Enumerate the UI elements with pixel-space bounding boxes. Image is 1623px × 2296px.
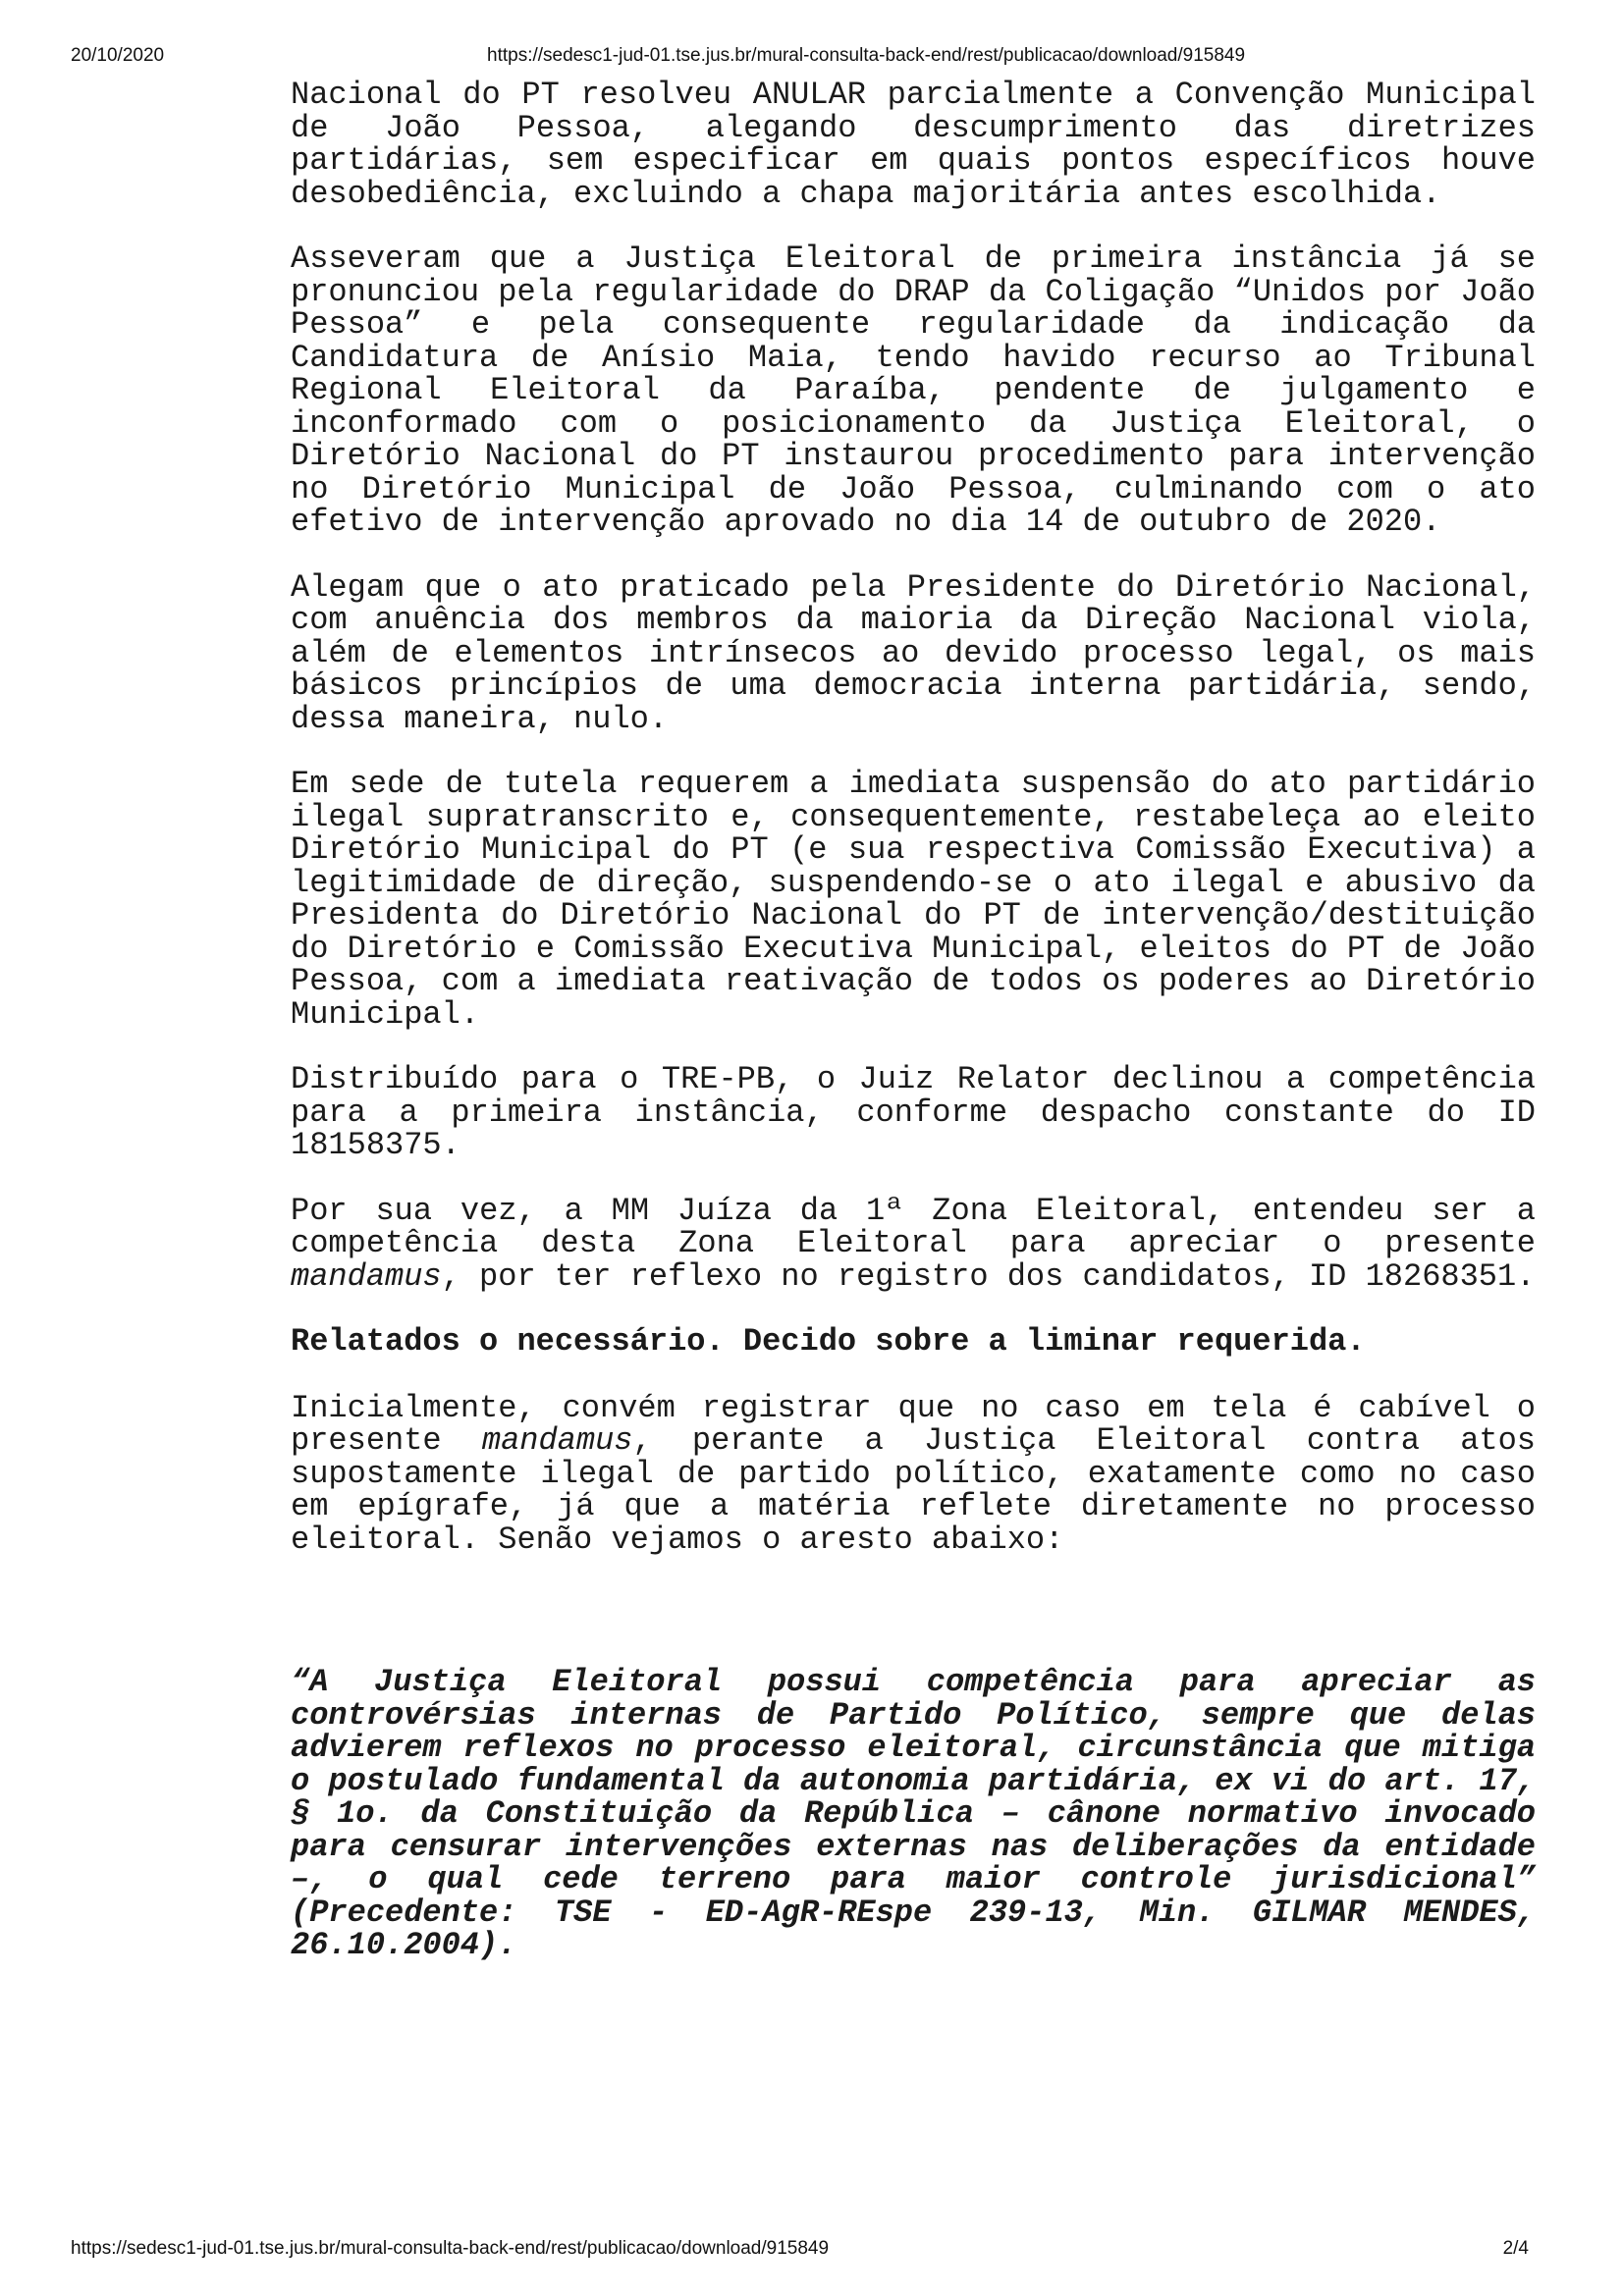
document-body [291,79,1536,1995]
print-header-url: https://sedesc1-jud-01.tse.jus.br/mural-consulta-back-end/rest/publicacao/download/915849 [487,45,1246,66]
paragraph-inicialmente-text-a: Inicialmente, convém registrar que no caso em tela é cabível o presente [291,1389,1536,1459]
paragraph-inicialmente [291,1389,1536,1558]
paragraph-asseveram: Asseveram que a Justiça Eleitoral de primeira instância já se pronunciou pela regularidade do DRAP da Coligação “Unidos por João Pessoa” e pela consequente regularidade da indicação da Candidatura de Anísio Maia, tendo havido recurso ao Tribunal Regional Eleitoral da Paraíba, pendente de julgamento e inconformado com o posicionamento da Justiça Eleitoral, o Diretório Nacional do PT instaurou procedimento para intervenção no Diretório Municipal de João Pessoa, culminando com o ato efetivo de intervenção aprovado no dia 14 de outubro de 2020. [291,240,1536,540]
paragraph-competencia-text-b: , por ter reflexo no registro dos candidatos, ID 18268351. [441,1257,1536,1295]
page-number: 2/4 [1502,2238,1529,2259]
mandamus-term: mandamus [481,1422,633,1459]
mandamus-term: mandamus [291,1257,442,1295]
paragraph-competencia-text-a: Por sua vez, a MM Juíza da 1ª Zona Eleitoral, entendeu ser a competência desta Zona Eleitoral para apreciar o presente [291,1192,1536,1261]
paragraph-alegam: Alegam que o ato praticado pela Presidente do Diretório Nacional, com anuência dos membros da maioria da Direção Nacional viola, além de elementos intrínsecos ao devido processo legal, os mais básicos princípios de uma democracia interna partidária, sendo, dessa maneira, nulo. [291,568,1536,737]
print-header [71,43,1552,69]
paragraph-tutela: Em sede de tutela requerem a imediata suspensão do ato partidário ilegal supratranscrito e, consequentemente, restabeleça ao eleito Diretório Municipal do PT (e sua respectiva Comissão Executiva) a legitimidade de direção, suspendendo-se o ato ilegal e abusivo da Presidenta do Diretório Nacional do PT de intervenção/destituição do Diretório e Comissão Executiva Municipal, eleitos do PT de João Pessoa, com a imediata reativação de todos os poderes ao Diretório Municipal. [291,766,1536,1033]
jurisprudence-quote: “A Justiça Eleitoral possui competência para apreciar as controvérsias internas de Partido Político, sempre que delas advierem reflexos no processo eleitoral, circunstância que mitiga o postulado fundamental da autonomia partidária, ex vi do art. 17, § 1o. da Constituição da República – cânone normativo invocado para censurar intervenções externas nas deliberações da entidade –, o qual cede terreno para maior controle jurisdicional” (Precedente: TSE - ED-AgR-REspe 239-13, Min. GILMAR MENDES, 26.10.2004). [291,1664,1536,1963]
paragraph-inicialmente-text-b: , perante a Justiça Eleitoral contra atos supostamente ilegal de partido político, exatamente como no caso em epígrafe, já que a matéria reflete diretamente no processo eleitoral. Senão vejamos o aresto abaixo: [291,1422,1536,1558]
section-heading: Relatados o necessário. Decido sobre a liminar requerida. [291,1323,1366,1360]
paragraph-intro-continuation: Nacional do PT resolveu ANULAR parcialmente a Convenção Municipal de João Pessoa, alegando descumprimento das diretrizes partidárias, sem especificar em quais pontos específicos houve desobediência, excluindo a chapa majoritária antes escolhida. [291,77,1536,212]
print-footer [71,2236,1552,2262]
print-date: 20/10/2020 [71,45,165,66]
paragraph-competencia [291,1192,1536,1295]
print-footer-url: https://sedesc1-jud-01.tse.jus.br/mural-consulta-back-end/rest/publicacao/download/915849 [71,2238,830,2259]
paragraph-distribuido: Distribuído para o TRE-PB, o Juiz Relator declinou a competência para a primeira instância, conforme despacho constante do ID 18158375. [291,1061,1536,1163]
